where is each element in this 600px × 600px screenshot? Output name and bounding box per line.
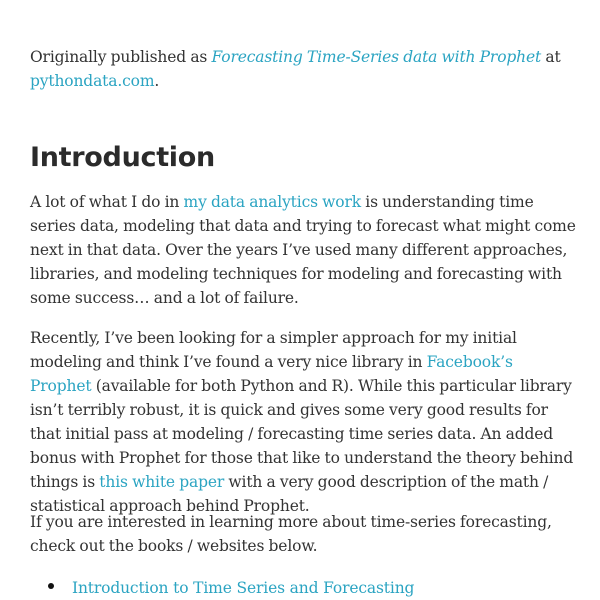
site-link[interactable]: pythondata.com bbox=[30, 72, 155, 90]
book-link[interactable]: Introduction to Time Series and Forecasting bbox=[72, 579, 415, 597]
origin-prefix: Originally published as bbox=[30, 48, 212, 66]
origin-note bbox=[30, 45, 575, 93]
paragraph-2-middle: (available for both Python and R). While this particular library isn’t terribly robust, it is quick and gives some very good results for that initial pass at modeling / forecasting time series data. An added bonus with Prophet for those that like to understand the theory behind things is bbox=[30, 377, 574, 491]
paragraph-1 bbox=[30, 190, 578, 310]
prophet-link[interactable]: Facebook’s Prophet bbox=[30, 353, 513, 395]
data-analytics-link[interactable]: my data analytics work bbox=[183, 193, 361, 211]
paragraph-1-suffix: is understanding time series data, modeling that data and trying to forecast what might come next in that data. Over the years I’ve used many different approaches, libraries, and modeling techniques for modeling and forecasting with some success… and a lot of failure. bbox=[30, 193, 576, 307]
paragraph-3: If you are interested in learning more about time-series forecasting, check out the books / websites below. bbox=[30, 513, 552, 555]
white-paper-link[interactable]: this white paper bbox=[99, 473, 225, 491]
paragraph-2-prefix: Recently, I’ve been looking for a simpler approach for my initial modeling and think I’ve found a very nice library in bbox=[30, 329, 517, 371]
origin-suffix: . bbox=[154, 72, 160, 90]
paragraph-2-suffix: with a very good description of the math / statistical approach behind Prophet. bbox=[30, 473, 549, 515]
original-article-link[interactable]: Forecasting Time-Series data with Prophet bbox=[211, 48, 542, 66]
origin-middle: at bbox=[541, 48, 561, 66]
list-item bbox=[30, 576, 575, 600]
paragraph-2 bbox=[30, 326, 575, 518]
bullet-icon bbox=[48, 583, 54, 589]
book-list bbox=[30, 576, 575, 600]
section-heading: Introduction bbox=[30, 142, 215, 173]
paragraph-1-prefix: A lot of what I do in bbox=[30, 193, 184, 211]
